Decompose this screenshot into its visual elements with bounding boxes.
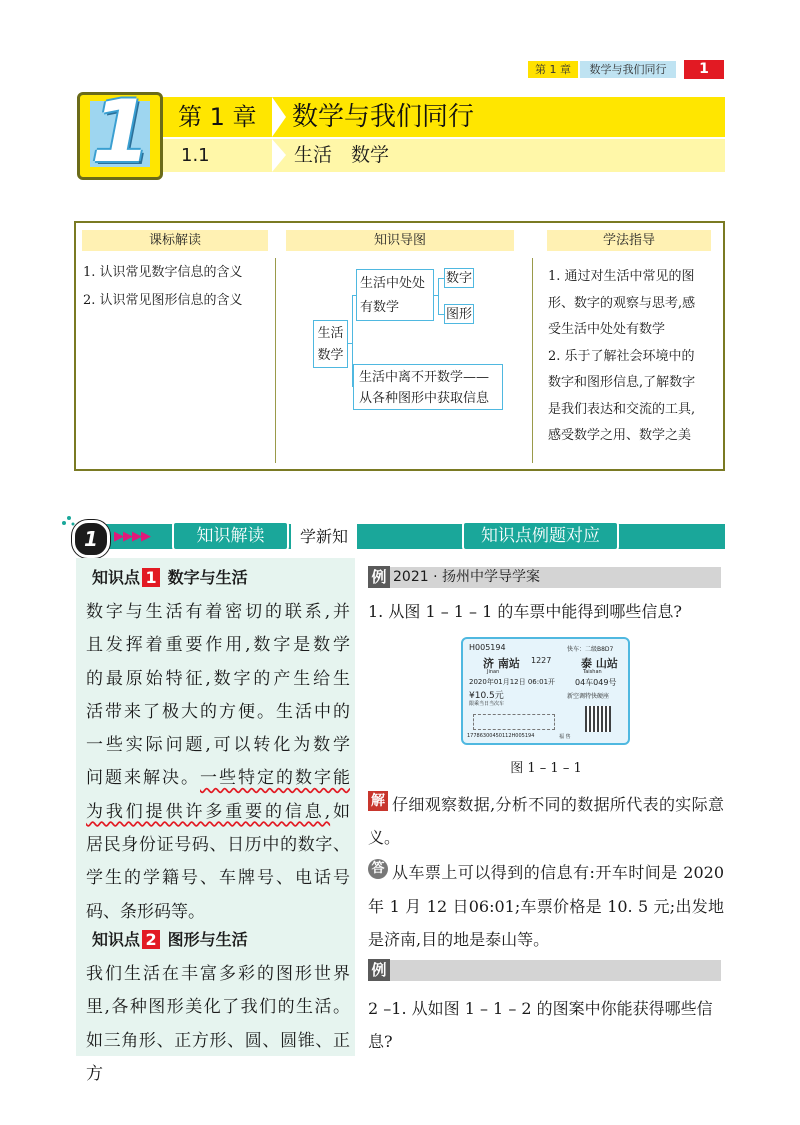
column-divider [275,258,276,463]
section-number: 1.1 [181,145,210,166]
ticket-class: 新空调特快硬座 [567,693,610,700]
paragraph-line [86,762,350,795]
qr-code-icon [585,706,611,732]
analysis-icon: 解 [368,791,388,811]
paragraph-line: 如三角形、正方形、圆、圆锥、正方 [86,1030,350,1084]
paragraph-line [86,796,350,829]
analysis-text: 仔细观察数据,分析不同的数据所代表的实际意义。 [368,795,724,847]
mindmap-branch-line: 生活中处处 [360,276,426,291]
overview-header-mindmap: 知识导图 [286,230,514,251]
mindmap-root [313,320,348,368]
paragraph-line: 且发挥着重要作用,数字是数学 [86,635,350,656]
train-ticket-figure [461,637,630,745]
running-chapter-title: 数学与我们同行 [580,61,676,78]
question-2: 2 –1. 从如图 1 – 1 – 2 的图案中你能获得哪些信息? [368,999,713,1051]
answer-icon: 答 [368,859,388,879]
method-line: 感受数学之用、数学之美 [548,428,692,443]
mindmap-root-line: 数学 [317,348,344,363]
method-line: 受生活中处处有数学 [548,322,666,337]
method-line: 1. 通过对生活中常见的图 [548,269,695,284]
example-icon: 例 [368,959,390,981]
example-source: 2021 · 扬州中学导学案 [393,569,540,585]
arrows-icon: ▶▶▶▶ [114,529,150,544]
overview-header-curriculum: 课标解读 [82,230,268,251]
paragraph-line: 的最原始特征,数字的产生给生 [86,668,350,689]
paragraph-line: 码、条形码等。 [86,901,205,922]
mindmap-branch-line: 从各种图形中获取信息 [359,391,490,406]
overview-header-method: 学法指导 [547,230,711,251]
section-tag-examples: 知识点例题对应 [462,521,619,551]
curriculum-item: 2. 认识常见图形信息的含义 [83,293,243,308]
chapter-title: 数学与我们同行 [292,102,475,132]
column-divider [532,258,533,463]
ticket-price: ¥10.5元 [469,691,504,701]
chevron-divider-icon [272,97,286,137]
paragraph-line: 我们生活在丰富多彩的图形世界 [86,964,350,984]
paragraph-line: 活带来了极大的方便。生活中的 [86,701,350,722]
answer-text: 从车票上可以得到的信息有:开车时间是 2020 年 1 月 12 日06:01;车票价格是 10. 5 元;出发地是济南,目的地是泰山等。 [368,863,724,949]
paragraph-line: 学生的学籍号、车牌号、电话号 [86,868,350,889]
figure-caption: 图 1 – 1 – 1 [510,761,582,776]
mindmap-leaf: 图形 [444,304,474,324]
section-tag-reading: 知识解读 [172,521,289,551]
chapter-number: 第 1 章 [178,103,257,131]
knowledge-paragraph [86,596,350,929]
knowledge-point-title: 数字与生活 [167,568,248,587]
paragraph-line: 居民身份证号码、日历中的数字、 [86,835,350,856]
ticket-serial: 17786300450112H005194 [467,733,535,739]
knowledge-point-title: 图形与生活 [167,930,248,949]
paragraph-text: 如 [330,801,351,822]
method-line: 是我们表达和交流的工具, [548,401,696,417]
knowledge-point-number: 1 [142,568,160,587]
section-tag-learn: 学新知 [291,524,357,549]
method-line: 2. 乐于了解社会环境中的 [548,348,695,364]
section-title: 生活 数学 [294,144,390,166]
mindmap-leaf: 数字 [444,268,474,288]
ticket-to-pinyin: Taishan [583,669,602,675]
mindmap-branch [353,364,503,410]
question-1: 1. 从图 1 – 1 – 1 的车票中能得到哪些信息? [368,602,682,621]
chapter-big-number: 1 [91,82,151,182]
mindmap-branch-line: 有数学 [360,300,400,315]
curriculum-item: 1. 认识常见数字信息的含义 [83,265,243,280]
underlined-text: 为我们提供许多重要的信息, [86,801,331,822]
ticket-type: 快车：二级B8D7 [567,646,614,653]
mindmap-connector [438,278,439,315]
ticket-note: 限乘当日当次车 [469,701,505,707]
knowledge-point-number: 2 [142,930,160,949]
knowledge-paragraph [86,958,350,1091]
knowledge-point-prefix: 知识点 [92,930,141,949]
ticket-code: H005194 [469,643,506,652]
method-line: 数字和图形信息,了解数字 [548,375,696,390]
paragraph-text: 问题来解决。 [86,768,200,789]
chevron-divider-icon [272,139,286,172]
ticket-seat: 04车049号 [575,678,617,687]
section-title-band [163,139,725,172]
paragraph-line: 一些实际问题,可以转化为数学 [86,735,350,756]
mindmap-root-line: 生活 [317,326,344,341]
knowledge-point-prefix: 知识点 [92,568,141,587]
method-line: 形、数字的观察与思考,感 [548,295,696,311]
ticket-id-area [473,714,555,730]
ticket-sold: 福 售 [559,734,571,740]
page-number: 1 [684,60,724,79]
paragraph-line: 里,各种图形美化了我们的生活。 [86,997,350,1018]
mindmap-branch-line: 生活中离不开数学—— [359,370,490,385]
example-bar [368,960,721,981]
ticket-train: 1227 [531,656,552,665]
method-guide-text [548,264,718,450]
paragraph-line: 数字与生活有着密切的联系,并 [86,602,350,622]
knowledge-point-heading [92,567,248,589]
ticket-datetime: 2020年01月12日 06:01开 [469,678,556,686]
running-chapter-label: 第 1 章 [528,61,578,78]
example-icon: 例 [368,566,390,588]
knowledge-point-heading [92,929,248,951]
ticket-from-pinyin: Jinan [487,669,500,675]
underlined-text: 一些特定的数字能 [200,768,350,789]
section-number-badge: 1 [72,520,110,558]
ticket-to: 泰 山站 [581,657,618,670]
ticket-from: 济 南站 [483,657,520,670]
mindmap-branch [356,269,434,321]
